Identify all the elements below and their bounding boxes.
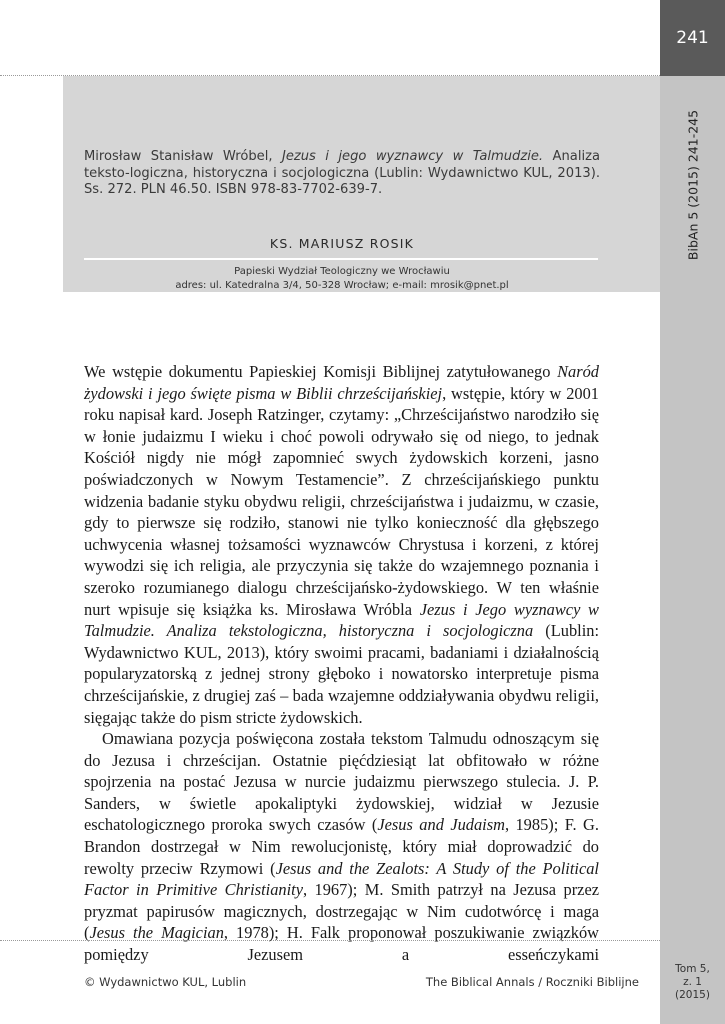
italic-title-run: Naród żydowski i jego święte pisma w Biblii chrześcijańskiej: [84, 362, 599, 403]
book-citation: [84, 149, 600, 199]
text-run: Omawiana pozycja poświęcona została tekstom Talmudu odnoszącym się do Jezusa i chrześcijan. Ostatnie pięćdziesiąt lat obfitowało w różne spojrzenia na postać Jezusa w nurcie judaizmu pierwszego stulecia. J. P. Sanders, w świetle apokaliptyki żydowskiej, widział w Jezusie eschatologicznego proroka swych czasów (: [84, 729, 599, 835]
text-run: We wstępie dokumentu Papieskiej Komisji Biblijnej zatytułowanego: [84, 362, 558, 381]
volume-line-issue: z. 1: [683, 976, 702, 988]
footer-dotted-rule: [0, 940, 660, 941]
italic-title-run: Jezus i Jego wyznawcy w Talmudzie. Analiza tekstologiczna, historyczna i socjologiczna: [84, 599, 599, 641]
author-divider: [84, 258, 598, 260]
italic-title-run: Jesus and the Zealots: A Study of the Political Factor in Primitive Christianity: [84, 858, 599, 900]
volume-line-year: (2015): [675, 989, 710, 1001]
volume-line-tom: Tom 5,: [675, 963, 710, 975]
citation-title: Jezus i jego wyznawcy w Talmudzie.: [281, 149, 544, 164]
reviewer-name: KS. MARIUSZ ROSIK: [269, 236, 415, 251]
journal-side-label: BibAn 5 (2015) 241-245: [685, 109, 701, 261]
body-paragraph: [84, 728, 599, 966]
text-run: (Lublin: Wydawnictwo KUL, 2013), który swoimi pracami, badaniami i działalnością popularyzatorską z jednej strony głęboko i nowatorsko interpretuje pisma chrześcijańskie, z drugiej zaś – bada wzajemne oddziaływania obydwu religii, sięgając także do pism stricte żydowskich.: [84, 621, 599, 727]
citation-details: Analiza teksto-logiczna, historyczna i socjologiczna (Lublin: Wydawnictwo KUL, 2013). Ss. 272. PLN 46.50. ISBN 978-83-7702-639-7.: [84, 149, 600, 197]
body-paragraph: [84, 361, 599, 728]
text-run: , 1967); M. Smith patrzył na Jezusa przez pryzmat papirusów magicznych, dostrzegając w Nim cudotwórcę i maga (: [84, 880, 599, 943]
affiliation-institution: Papieski Wydział Teologiczny we Wrocławiu: [234, 266, 450, 277]
article-body: [84, 361, 599, 966]
affiliation-address: adres: ul. Katedralna 3/4, 50-328 Wrocław; e-mail: mrosik@pnet.pl: [175, 280, 509, 291]
text-run: , wstępie, który w 2001 roku napisał kard. Joseph Ratzinger, czytamy: „Chrześcijaństwo narodziło się w łonie judaizmu I wieku i choć powoli odrywało się od niego, to jednak Kościół nigdy nie mógł zapomnieć swych żydowskich korzeni, jasno poświadczonych w Nowym Testamencie”. Z chrześcijańskiego punktu widzenia badanie styku obydwu religii, chrześcijaństwa i judaizmu, w czasie, gdy to pierwsze się rodziło, stanowi nie tylko konieczność dla głębszego uchwycenia własnej tożsamości wyznawców Chrystusa i korzeni, z której wywodzi się ich religia, ale przyczynia się także do wzajemnego poznania i szeroko rozumianego dialogu chrześcijańsko-żydowskiego. W ten właśnie nurt wpisuje się książka ks. Mirosława Wróbla: [84, 383, 599, 619]
journal-footer: The Biblical Annals / Roczniki Biblijne: [425, 975, 639, 989]
publisher-footer: © Wydawnictwo KUL, Lublin: [84, 975, 247, 989]
volume-box: [660, 945, 725, 1024]
text-run: , 1978); H. Falk proponował poszukiwanie związków pomiędzy Jezusem a esseńczykami: [84, 923, 599, 965]
page-number: 241: [660, 0, 725, 76]
italic-title-run: Jesus and Judaism: [377, 815, 505, 835]
text-run: , 1985); F. G. Brandon dostrzegał w Nim rewolucjonistę, który miał doprowadzić do rewolty przeciw Rzymowi (: [84, 815, 599, 878]
citation-author: Mirosław Stanisław Wróbel,: [84, 149, 282, 164]
italic-title-run: Jesus the Magician: [89, 923, 224, 943]
